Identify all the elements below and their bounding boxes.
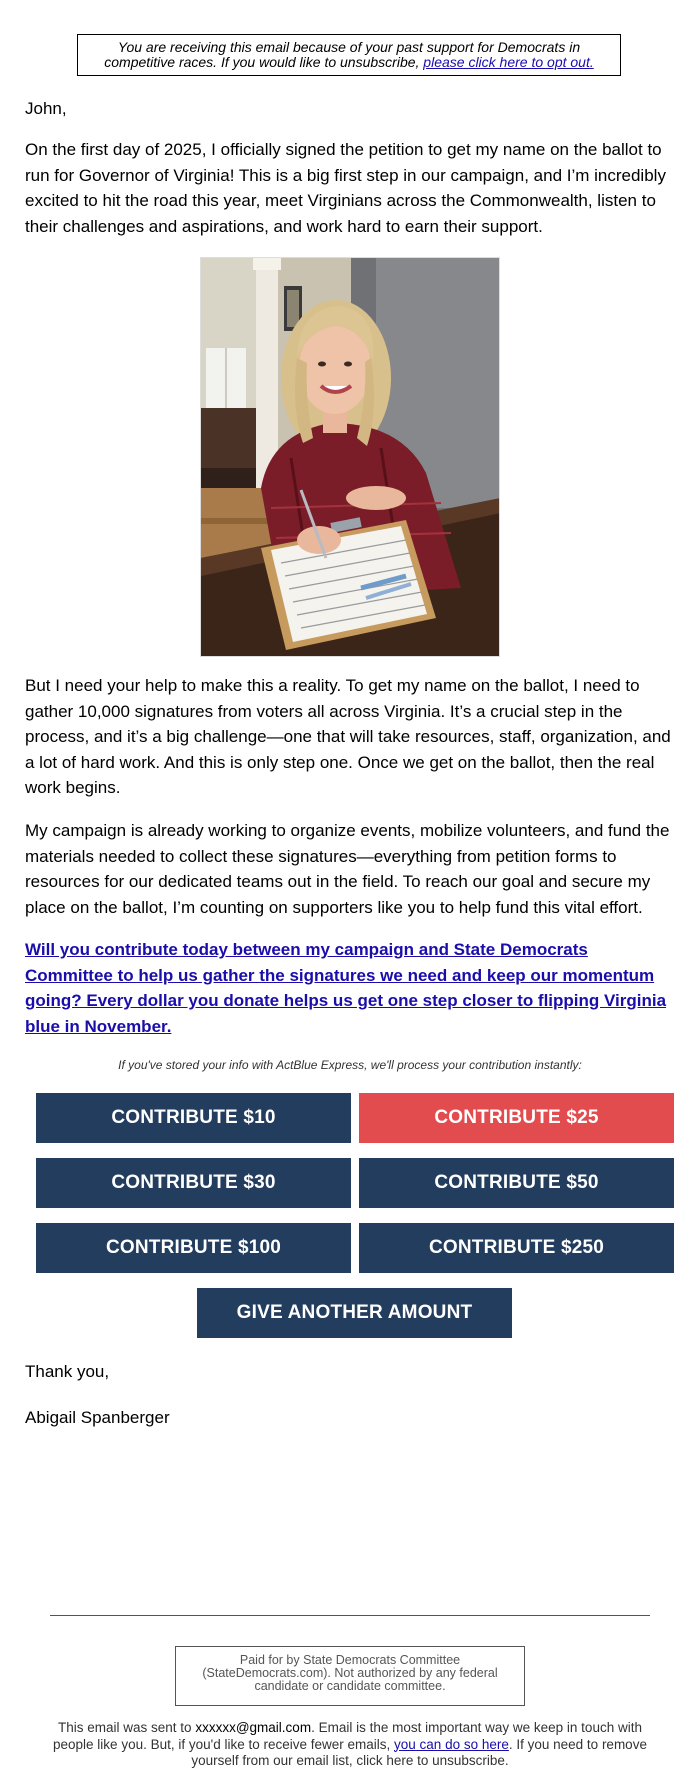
signature: Abigail Spanberger (25, 1408, 170, 1427)
footer-sent-middle: . Email is the most important way we keep in touch with people like you. But, if you'd like to receive fewer emails, (53, 1720, 642, 1752)
paragraph-3: My campaign is already working to organize events, mobilize volunteers, and fund the materials needed to collect these signatures—everything from petition forms to resources for our dedicated teams out in the field. To reach our goal and secure my place on the ballot, I’m counting on supporters like you to help fund this vital effort. (25, 821, 670, 917)
opt-out-link[interactable]: please click here to opt out. (423, 54, 594, 70)
fewer-emails-link[interactable]: you can do so here (394, 1736, 509, 1752)
contribute-cta-link[interactable]: Will you contribute today between my campaign and State Democrats Committee to help us gather the signatures we need and keep our momentum going? Every dollar you donate helps us get one step closer to flipping Virginia blue in November. (25, 940, 667, 1036)
candidate-signing-petition-photo (200, 257, 500, 657)
contribute-30-button[interactable]: CONTRIBUTE $30 (36, 1158, 351, 1208)
contribute-10-button[interactable]: CONTRIBUTE $10 (36, 1093, 351, 1143)
contribute-25-button[interactable]: CONTRIBUTE $25 (359, 1093, 674, 1143)
contribute-100-button[interactable]: CONTRIBUTE $100 (36, 1223, 351, 1273)
unsubscribe-notice (77, 34, 621, 76)
footer-divider (50, 1615, 650, 1616)
actblue-express-note: If you've stored your info with ActBlue Express, we'll process your contribution instantly: (118, 1058, 582, 1072)
paid-for-disclaimer: Paid for by State Democrats Committee (StateDemocrats.com). Not authorized by any federal candidate or candidate committee. (175, 1646, 525, 1706)
footer-sent-prefix: This email was sent to (58, 1720, 192, 1735)
notice-text: You are receiving this email because of your past support for Democrats in competitive races. If you would like to unsubscribe, (104, 39, 581, 70)
give-another-amount-button[interactable]: GIVE ANOTHER AMOUNT (197, 1288, 512, 1338)
footer-sent-suffix: . If you need to remove yourself from our email list, click here to unsubscribe. (191, 1736, 647, 1768)
contribute-250-button[interactable]: CONTRIBUTE $250 (359, 1223, 674, 1273)
contribute-50-button[interactable]: CONTRIBUTE $50 (359, 1158, 674, 1208)
recipient-email: xxxxxx@gmail.com (195, 1720, 312, 1735)
salutation: John, (25, 99, 67, 118)
paragraph-1: On the first day of 2025, I officially signed the petition to get my name on the ballot to run for Governor of Virginia! This is a big first step in our campaign, and I’m incredibly excited to hit the road this year, meet Virginians across the Commonwealth, listen to their challenges and aspirations, and work hard to earn their support. (25, 140, 666, 236)
footer-text (45, 1720, 655, 1770)
paragraph-2: But I need your help to make this a reality. To get my name on the ballot, I need to gather 10,000 signatures from voters all across Virginia. It’s a crucial step in the process, and it’s a big challenge—one that will take resources, staff, organization, and a lot of hard work. And this is only step one. Once we get on the ballot, then the real work begins. (25, 676, 671, 797)
closing: Thank you, (25, 1362, 110, 1381)
